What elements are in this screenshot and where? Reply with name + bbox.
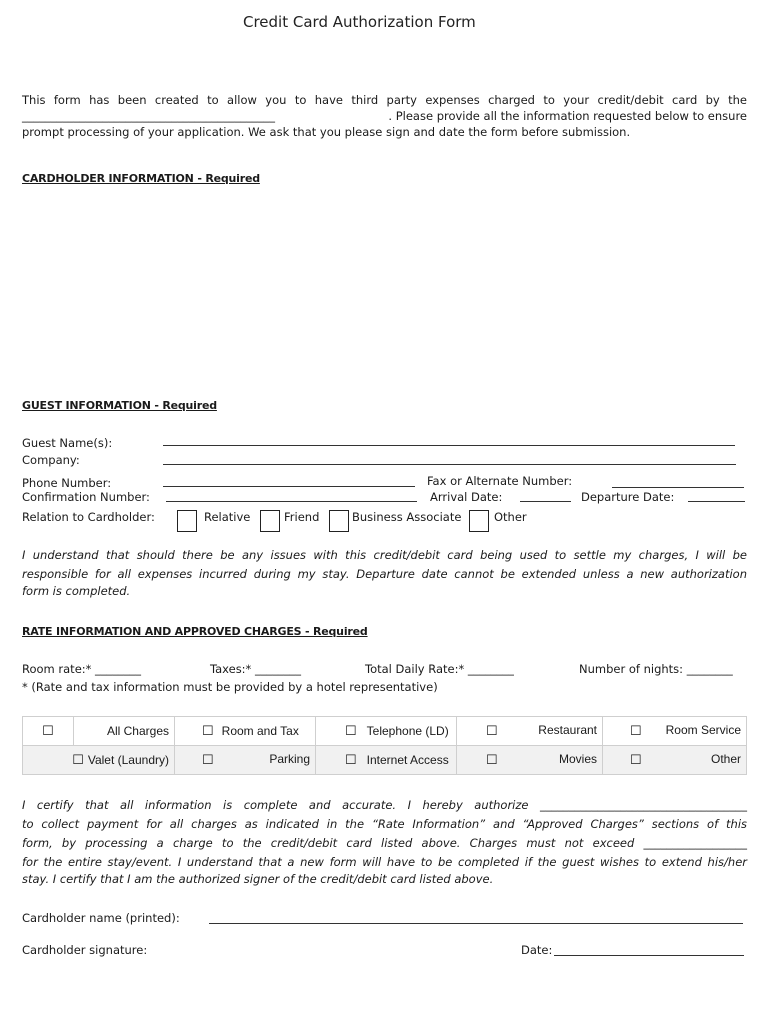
fax-label: Fax or Alternate Number: [427, 474, 573, 488]
relation-other-checkbox[interactable] [469, 510, 489, 532]
guest-names-field[interactable] [163, 445, 735, 446]
internet-access-label: Internet Access [366, 753, 449, 767]
understand-line-2 [22, 565, 747, 584]
certify-line-1-text: I certify that all information is complete and accurate. I hereby authorize ____________________________________ [22, 798, 747, 812]
certify-line-4 [22, 853, 747, 872]
approved-charges-table [22, 716, 747, 775]
departure-label: Departure Date: [581, 490, 675, 504]
checkbox-icon: ☐ [72, 752, 84, 767]
parking-cell[interactable] [175, 746, 316, 775]
arrival-label: Arrival Date: [430, 490, 503, 504]
intro-line-3: prompt processing of your application. We ask that you please sign and date the form before submission. [22, 125, 631, 139]
number-of-nights: Number of nights: ________ [579, 662, 733, 676]
relation-relative-checkbox[interactable] [177, 510, 197, 532]
room-rate: Room rate:* ________ [22, 662, 142, 676]
room-and-tax-label: Room and Tax [221, 724, 299, 738]
restaurant-label: Restaurant [538, 723, 597, 737]
charges-row-1 [23, 717, 747, 746]
company-label: Company: [22, 453, 80, 467]
all-charges-label: All Charges [74, 717, 175, 746]
understand-line-1 [22, 546, 747, 565]
telephone-label: Telephone (LD) [366, 724, 449, 738]
restaurant-cell[interactable] [457, 717, 603, 746]
date-field[interactable] [554, 955, 744, 956]
understand-line-2-text: responsible for all expenses incurred during my stay. Departure date cannot be extended unless a new authorization [22, 567, 747, 581]
total-daily-rate: Total Daily Rate:* ________ [365, 662, 514, 676]
relation-business-label: Business Associate [352, 510, 462, 524]
intro-line-1 [22, 93, 747, 109]
other-cell[interactable] [603, 746, 747, 775]
rate-heading: RATE INFORMATION AND APPROVED CHARGES - Required [22, 625, 368, 638]
phone-field[interactable] [163, 486, 415, 487]
relation-label: Relation to Cardholder: [22, 510, 155, 524]
confirmation-field[interactable] [166, 501, 417, 502]
intro-line-1-text: This form has been created to allow you to have third party expenses charged to your credit/debit card by the [22, 93, 747, 107]
room-service-cell[interactable] [603, 717, 747, 746]
valet-label: Valet (Laundry) [87, 753, 169, 767]
cardholder-signature-label: Cardholder signature: [22, 943, 148, 957]
date-label: Date: [521, 943, 553, 957]
movies-cell[interactable] [457, 746, 603, 775]
guest-names-label: Guest Name(s): [22, 436, 113, 450]
relation-friend-label: Friend [284, 510, 320, 524]
intro-line-2 [22, 109, 747, 124]
intro-line-2-text: . Please provide all the information requested below to ensure [388, 109, 747, 123]
relation-other-label: Other [494, 510, 527, 524]
checkbox-icon: ☐ [486, 723, 498, 738]
parking-label: Parking [269, 752, 310, 766]
checkbox-icon: ☐ [486, 752, 498, 767]
certify-line-3 [22, 834, 747, 853]
departure-field[interactable] [688, 501, 745, 502]
fax-field[interactable] [612, 487, 744, 488]
phone-label: Phone Number: [22, 476, 112, 490]
checkbox-icon: ☐ [630, 752, 642, 767]
confirmation-label: Confirmation Number: [22, 490, 150, 504]
room-and-tax-cell[interactable] [175, 717, 316, 746]
understand-line-3: form is completed. [22, 584, 131, 598]
checkbox-icon: ☐ [42, 723, 54, 738]
checkbox-icon: ☐ [202, 723, 214, 738]
cardholder-name-field[interactable] [209, 923, 743, 924]
room-service-label: Room Service [665, 723, 741, 737]
certify-line-4-text: for the entire stay/event. I understand that a new form will have to be completed if the guest wishes to extend his/her [22, 855, 747, 869]
understand-line-1-text: I understand that should there be any issues with this credit/debit card being used to settle my charges, I will be [22, 548, 747, 562]
relation-relative-label: Relative [204, 510, 251, 524]
telephone-cell[interactable] [316, 717, 457, 746]
intro-blank[interactable]: ____________________________________________ [22, 109, 275, 123]
charges-row-2 [23, 746, 747, 775]
relation-business-checkbox[interactable] [329, 510, 349, 532]
cardholder-heading: CARDHOLDER INFORMATION - Required [22, 172, 260, 185]
checkbox-icon: ☐ [345, 752, 357, 767]
movies-label: Movies [558, 752, 597, 766]
certify-line-2-text: to collect payment for all charges as indicated in the “Rate Information” and “Approved Charges” sections of this [22, 817, 747, 831]
checkbox-icon: ☐ [630, 723, 642, 738]
certify-line-3-text: form, by processing a charge to the credit/debit card listed above. Charges must not exceed __________________ [22, 836, 747, 850]
other-label: Other [710, 752, 741, 766]
certify-line-1 [22, 796, 747, 815]
arrival-field[interactable] [520, 501, 571, 502]
checkbox-icon: ☐ [202, 752, 214, 767]
checkbox-icon: ☐ [345, 723, 357, 738]
valet-cell[interactable] [23, 746, 175, 775]
internet-access-cell[interactable] [316, 746, 457, 775]
guest-heading: GUEST INFORMATION - Required [22, 399, 217, 412]
certify-line-2 [22, 815, 747, 834]
certify-line-5: stay. I certify that I am the authorized signer of the credit/debit card listed above. [22, 872, 494, 886]
cardholder-name-label: Cardholder name (printed): [22, 911, 180, 925]
company-field[interactable] [163, 464, 736, 465]
relation-friend-checkbox[interactable] [260, 510, 280, 532]
taxes: Taxes:* ________ [210, 662, 301, 676]
all-charges-checkbox[interactable] [23, 717, 74, 746]
rate-note: * (Rate and tax information must be provided by a hotel representative) [22, 680, 438, 694]
form-title: Credit Card Authorization Form [243, 13, 476, 31]
